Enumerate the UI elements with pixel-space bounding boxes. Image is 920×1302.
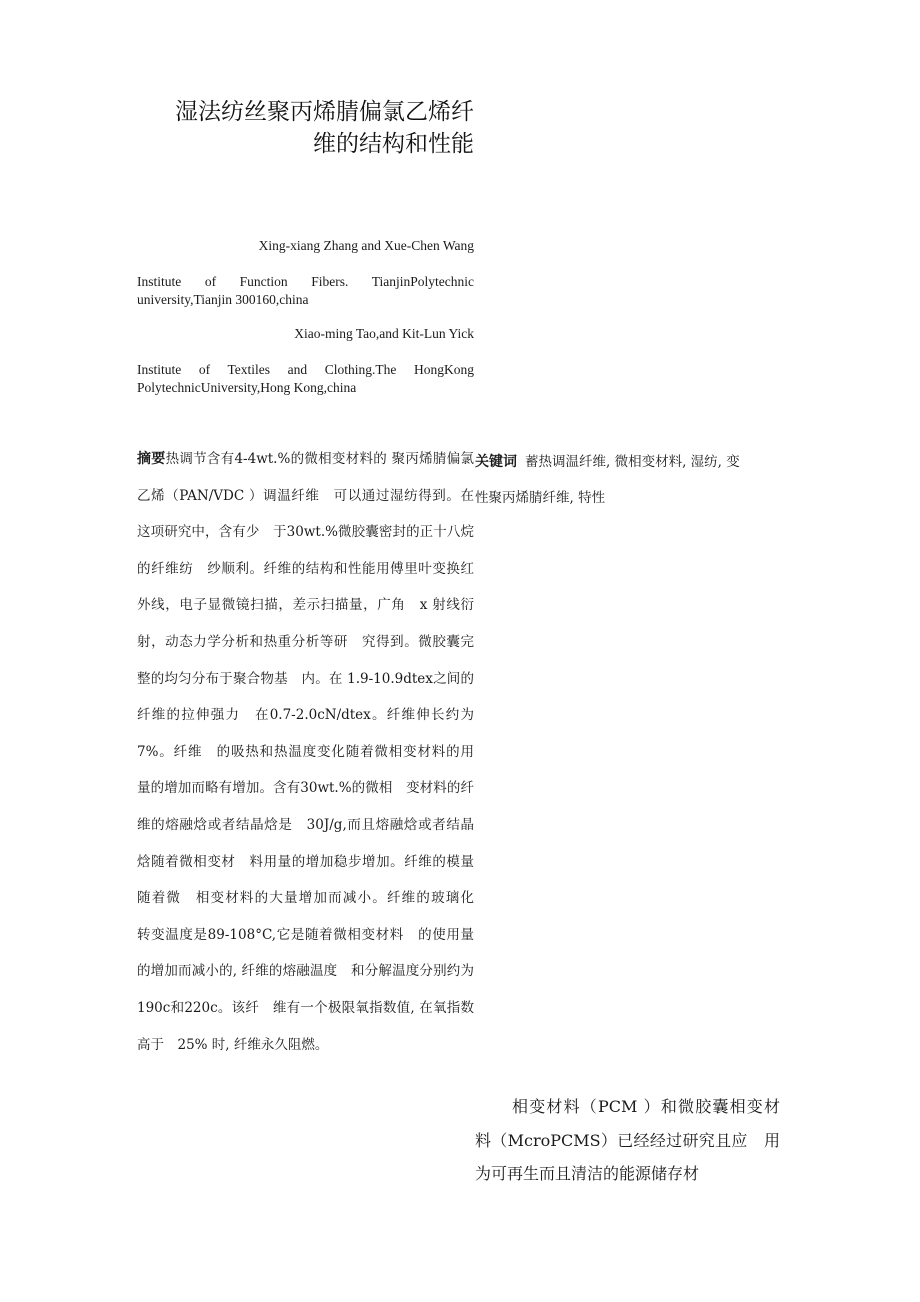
intro-paragraph: 相变材料（PCM ）和微胶囊相变材料（McroPCMS）已经经过研究且应 用为可再生而且清洁的能源储存材: [475, 1097, 780, 1183]
paper-title: [130, 96, 474, 160]
author-affiliation-2: Institute of Textiles and Clothing.The HongKong PolytechnicUniversity,Hong Kong,china: [137, 362, 474, 395]
author-names-2: Xiao-ming Tao,and Kit-Lun Yick: [294, 326, 474, 341]
abstract-text: 热调节含有4-4wt.%的微相变材料的 聚丙烯腈偏氯乙烯（PAN/VDC ）调温纤维 可以通过湿纺得到。在这项研究中，含有少 于30wt.%微胶囊密封的正十八烷的纤维纺 纱顺利。纤维的结构和性能用傅里叶变换红 外线，电子显微镜扫描，差示扫描量，广角 x 射线衍射，动态力学分析和热重分析等研 究得到。微胶囊完整的均匀分布于聚合物基 内。在 1.9-10.9dtex之间的纤维的拉伸强力 在0.7-2.0cN/dtex。纤维伸长约为7%。纤维 的吸热和热温度变化随着微相变材料的用 量的增加而略有增加。含有30wt.%的微相 变材料的纤维的熔融焓或者结晶焓是 30J/g,而且熔融焓或者结晶焓随着微相变材 料用量的增加稳步增加。纤维的模量随着微 相变材料的大量增加而减小。纤维的玻璃化 转变温度是89-108°C,它是随着微相变材料 的使用量的增加而减小的, 纤维的熔融温度 和分解温度分别约为190c和220c。该纤 维有一个极限氧指数值, 在氧指数高于 25% 时, 纤维永久阻燃。: [137, 451, 488, 1053]
keywords-block: [475, 444, 753, 516]
title-line-1: 湿法纺丝聚丙烯腈偏氯乙烯纤: [175, 99, 474, 125]
author-names-1: Xing-xiang Zhang and Xue-Chen Wang: [258, 238, 474, 253]
abstract-label: 摘要: [137, 451, 166, 467]
keywords-text: 蓄热调温纤维, 微相变材料, 湿纺, 变性聚丙烯腈纤维, 特性: [475, 454, 740, 506]
title-line-2: 维的结构和性能: [313, 131, 474, 157]
keywords-label: 关键词: [475, 454, 517, 470]
author-affiliation-1: Institute of Function Fibers. TianjinPolytechnic university,Tianjin 300160,china: [137, 274, 474, 307]
abstract-block: [137, 441, 488, 1063]
